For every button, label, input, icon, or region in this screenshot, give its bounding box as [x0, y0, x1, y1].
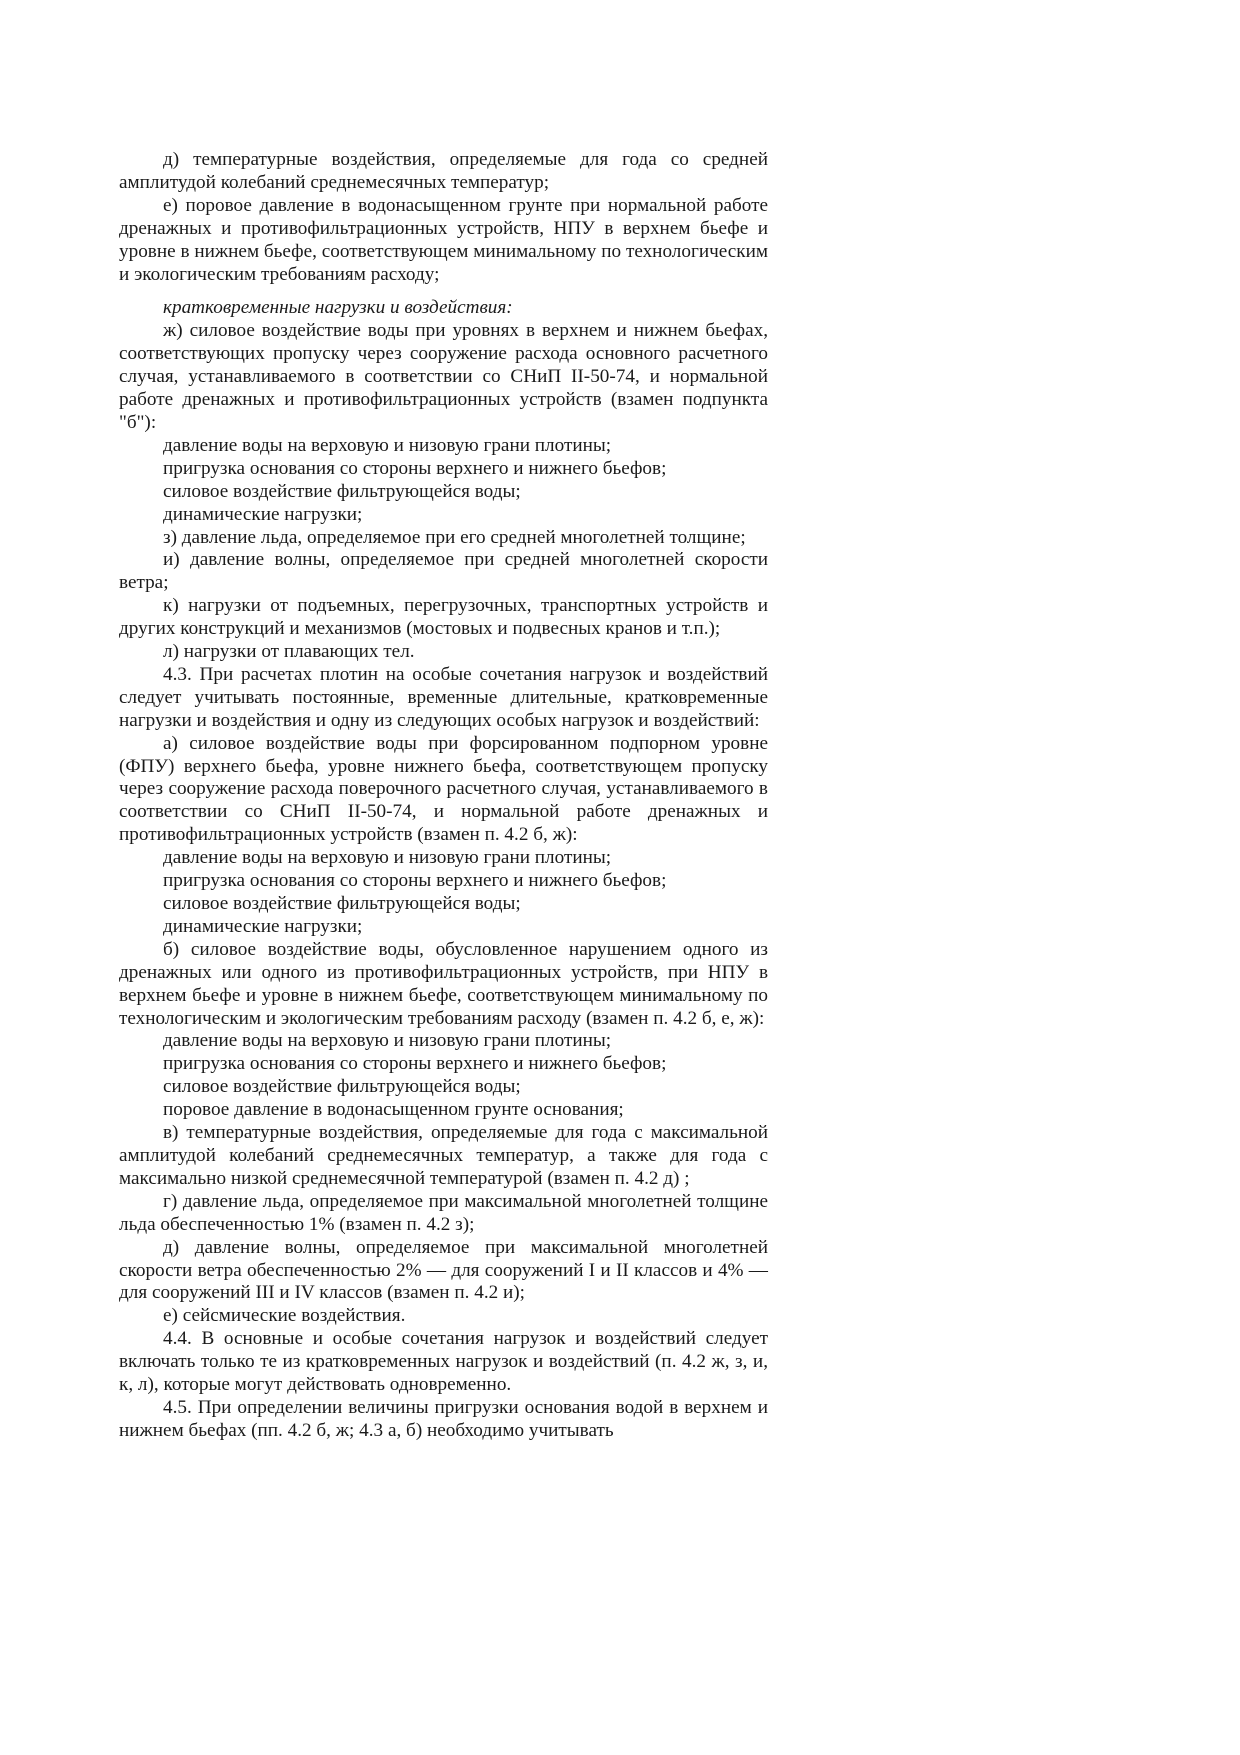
paragraph: пригрузка основания со стороны верхнего и нижнего бьефов;: [163, 457, 667, 479]
paragraph: г) давление льда, определяемое при максимальной многолетней толщине льда обеспеченностью 1% (взамен п. 4.2 з);: [119, 1190, 768, 1235]
paragraph: 4.4. В основные и особые сочетания нагрузок и воздействий следует включать только те из кратковременных нагрузок и воздействий (п. 4.2 ж, з, и, к, л), которые могут действовать одновременно.: [119, 1328, 768, 1396]
paragraph: а) силовое воздействие воды при форсированном подпорном уровне (ФПУ) верхнего бьефа, уровне нижнего бьефа, соответствующем пропуску через сооружение расхода поверочного расчетного случая, устанавливаемого в соответствии со СНиП II-50-74, и нормальной работе дренажных и противофильтрационных устройств (взамен п. 4.2 б, ж):: [119, 732, 768, 846]
paragraph: б) силовое воздействие воды, обусловленное нарушением одного из дренажных или одного из противофильтрационных устройств, при НПУ в верхнем бьефе и уровне в нижнем бьефе, соответствующем минимальному по технологическим и экологическим требованиям расходу (взамен п. 4.2 б, е, ж):: [119, 938, 768, 1029]
paragraph: к) нагрузки от подъемных, перегрузочных, транспортных устройств и других конструкций и механизмов (мостовых и подвесных кранов и т.п.);: [119, 595, 768, 640]
paragraph: пригрузка основания со стороны верхнего и нижнего бьефов;: [163, 870, 667, 892]
paragraph: давление воды на верховую и низовую грани плотины;: [163, 847, 612, 869]
paragraph: пригрузка основания со стороны верхнего и нижнего бьефов;: [163, 1053, 667, 1075]
paragraph: силовое воздействие фильтрующейся воды;: [163, 893, 521, 914]
paragraph: з) давление льда, определяемое при его средней многолетней толщине;: [163, 526, 746, 548]
section-subheading: кратковременные нагрузки и воздействия:: [163, 297, 513, 319]
paragraph: д) температурные воздействия, определяемые для года со средней амплитудой колебаний среднемесячных температур;: [119, 149, 768, 193]
paragraph: 4.3. При расчетах плотин на особые сочетания нагрузок и воздействий следует учитывать постоянные, временные длительные, кратковременные нагрузки и воздействия и одну из следующих особых нагрузок и воздействий:: [119, 663, 768, 731]
paragraph: динамические нагрузки;: [163, 915, 363, 937]
paragraph: 4.5. При определении величины пригрузки основания водой в верхнем и нижнем бьефах (пп. 4.2 б, ж; 4.3 а, б) необходимо учитывать: [119, 1396, 768, 1441]
paragraph: л) нагрузки от плавающих тел.: [163, 641, 415, 663]
paragraph: е) сейсмические воздействия.: [163, 1305, 406, 1327]
paragraph: в) температурные воздействия, определяемые для года с максимальной амплитудой колебаний среднемесячных температур, а также для года с максимально низкой среднемесячной температурой (взамен п. 4.2 д) ;: [119, 1122, 768, 1189]
paragraph: силовое воздействие фильтрующейся воды;: [163, 480, 521, 502]
paragraph: д) давление волны, определяемое при максимальной многолетней скорости ветра обеспеченностью 2% — для сооружений I и II классов и 4% — для сооружений III и IV классов (взамен п. 4.2 и);: [119, 1236, 768, 1304]
paragraph: давление воды на верховую и низовую грани плотины;: [163, 434, 612, 456]
paragraph: силовое воздействие фильтрующейся воды;: [163, 1076, 521, 1098]
paragraph: и) давление волны, определяемое при средней многолетней скорости ветра;: [119, 549, 768, 594]
paragraph: поровое давление в водонасыщенном грунте основания;: [163, 1099, 624, 1121]
document-body: [119, 149, 768, 1443]
paragraph: ж) силовое воздействие воды при уровнях в верхнем и нижнем бьефах, соответствующих пропуску через сооружение расхода основного расчетного случая, устанавливаемого в соответствии со СНиП II-50-74, и нормальной работе дренажных и противофильтрационных устройств (взамен подпункта "б"):: [119, 320, 768, 433]
paragraph: динамические нагрузки;: [163, 503, 363, 525]
paragraph: давление воды на верховую и низовую грани плотины;: [163, 1030, 612, 1052]
paragraph: е) поровое давление в водонасыщенном грунте при нормальной работе дренажных и противофильтрационных устройств, НПУ в верхнем бьефе и уровне в нижнем бьефе, соответствующем минимальному по технологическим и экологическим требованиям расходу;: [119, 194, 768, 285]
